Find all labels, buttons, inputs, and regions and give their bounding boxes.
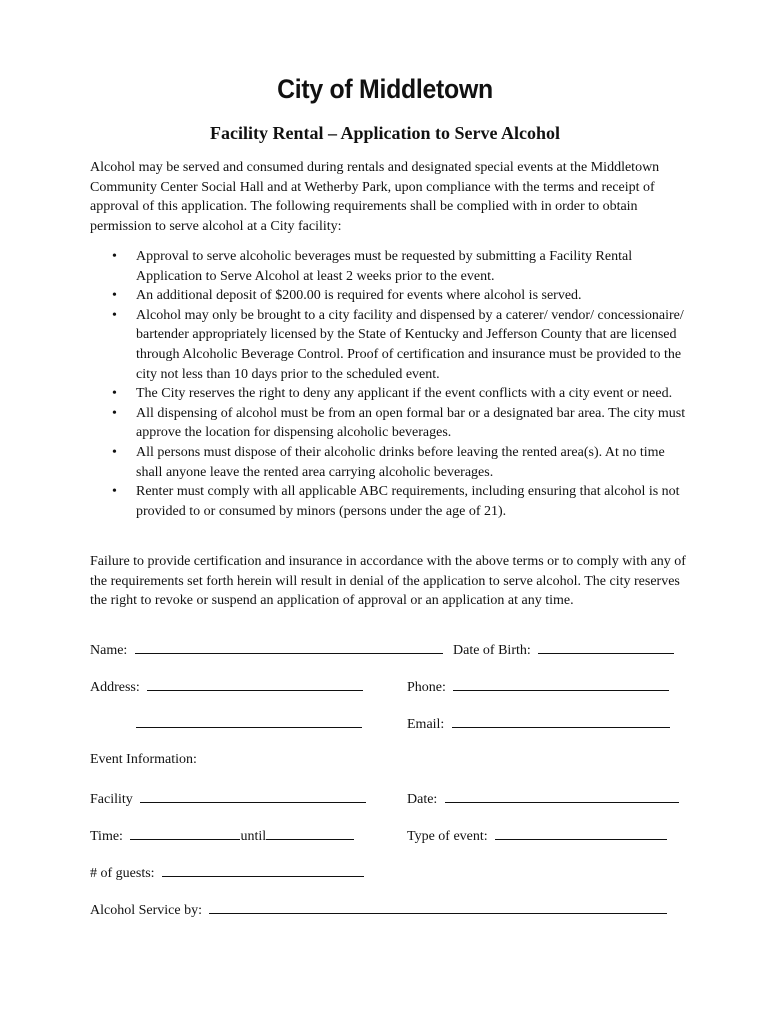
event-type-label: Type of event: [407,829,488,844]
list-item [90,482,686,521]
event-type-row [407,826,667,846]
list-item [90,384,686,404]
name-field[interactable] [135,640,443,654]
guests-row [90,863,364,883]
date-label: Date: [407,792,438,807]
requirement-text: All persons must dispose of their alcoholic drinks before leaving the rented area(s). At no time shall anyone leave the rented area carrying alcoholic beverages. [136,444,665,480]
requirements-list [90,247,686,521]
name-label: Name: [90,643,128,658]
page-subtitle: Facility Rental – Application to Serve Alcohol [210,123,560,143]
address-field-line-1[interactable] [147,677,363,691]
address-label: Address: [90,680,140,695]
failure-paragraph: Failure to provide certification and insurance in accordance with the above terms or to comply with any of the requirements set forth herein will result in denial of the application to serve alcohol. The city reserves the right to revoke or suspend an application of approval or an application at any time. [90,554,686,609]
list-item [90,443,686,482]
bullet: • [112,386,117,402]
requirement-text: An additional deposit of $200.00 is required for events where alcohol is served. [136,288,582,304]
alcohol-service-label: Alcohol Service by: [90,903,202,918]
list-item [90,247,686,286]
time-end-field[interactable] [266,826,354,840]
email-row [407,714,670,734]
time-row [90,826,354,846]
address-line-2-row [136,714,362,734]
bullet: • [112,307,117,323]
facility-row [90,789,366,809]
facility-label: Facility [90,792,133,807]
time-label: Time: [90,829,123,844]
bullet: • [112,288,117,304]
list-item [90,404,686,443]
guests-field[interactable] [162,863,364,877]
email-label: Email: [407,717,445,732]
phone-row [407,677,669,697]
dob-field[interactable] [538,640,674,654]
date-field[interactable] [445,789,679,803]
requirement-text: All dispensing of alcohol must be from an open formal bar or a designated bar area. The city must approve the location for dispensing alcoholic beverages. [136,405,686,441]
time-start-field[interactable] [130,826,240,840]
email-field[interactable] [452,714,670,728]
requirement-text: Approval to serve alcoholic beverages must be requested by submitting a Facility Rental Application to Serve Alcohol at least 2 weeks prior to the event. [136,249,633,284]
bullet: • [112,444,117,460]
phone-label: Phone: [407,680,446,695]
dob-label: Date of Birth: [453,643,531,658]
bullet: • [112,249,117,264]
event-type-field[interactable] [495,826,667,840]
facility-field[interactable] [140,789,366,803]
list-item [90,306,686,384]
guests-label: # of guests: [90,866,155,881]
bullet: • [112,484,117,500]
requirement-text: The City reserves the right to deny any applicant if the event conflicts with a city event or need. [136,386,673,402]
name-row [90,640,443,660]
page-title: City of Middletown [277,74,493,104]
alcohol-service-row [90,900,667,920]
event-info-heading [90,751,197,769]
address-field-line-2[interactable] [136,714,362,728]
requirement-text: Alcohol may only be brought to a city facility and dispensed by a caterer/ vendor/ concessionaire/ bartender appropriately licensed by the State of Kentucky and Jefferson County that are licensed through Alcoholic Beverage Control. Proof of certification and insurance must be provided to the city not less than 10 days prior to the scheduled event. [136,307,684,382]
requirement-text: Renter must comply with all applicable ABC requirements, including ensuring that alcohol is not provided to or consumed by minors (persons under the age of 21). [136,484,680,519]
alcohol-service-field[interactable] [209,900,667,914]
until-label: until [240,829,267,844]
list-item [90,286,686,306]
date-row [407,789,679,809]
bullet: • [112,405,117,421]
dob-row [453,640,674,660]
event-info-label: Event Information: [90,752,197,767]
address-row [90,677,363,697]
phone-field[interactable] [453,677,669,691]
intro-paragraph: Alcohol may be served and consumed during rentals and designated special events at the Middletown Community Center Social Hall and at Wetherby Park, upon compliance with the terms and receipt of approval of this application. The following requirements shall be complied with in order to obtain permission to serve alcohol at a City facility: [90,160,660,234]
